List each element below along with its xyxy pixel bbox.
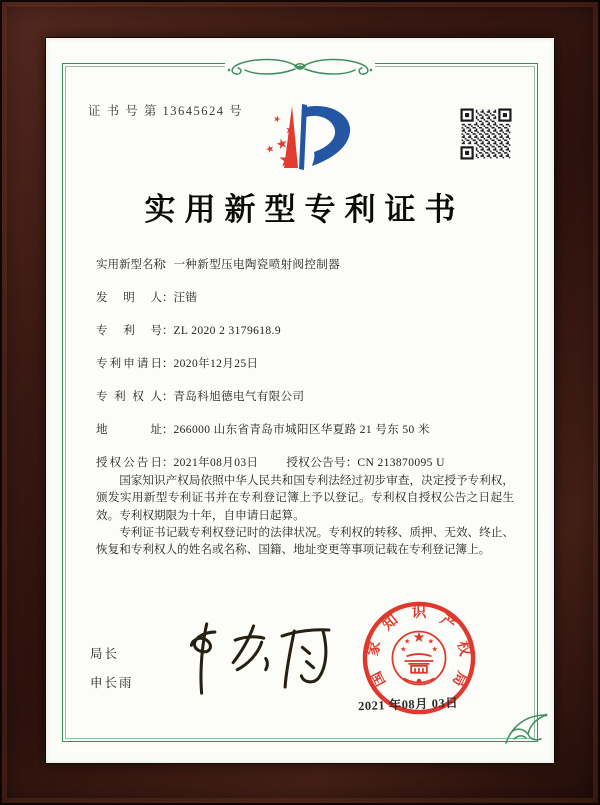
seal-char: 家 [365, 639, 385, 658]
field-row-patent-no [96, 315, 516, 348]
field-row-name [96, 249, 516, 282]
field-row-filing-date [96, 348, 516, 381]
field-value: 2020年12月25日 [173, 358, 259, 370]
flourish-ornament-icon [502, 709, 550, 747]
national-emblem-icon [392, 631, 445, 684]
grant-date-stamp: 2021 年08月 03日 [357, 695, 459, 714]
grant-date-value: 2021年08月03日 [173, 457, 259, 469]
field-colon: ： [162, 391, 174, 403]
field-colon: ： [162, 259, 174, 271]
field-colon: ： [162, 457, 174, 469]
field-row-patentee [96, 381, 516, 414]
director-signature-icon [168, 618, 336, 698]
seal-char: 识 [411, 604, 427, 621]
seal-char: 产 [436, 611, 459, 634]
field-row-inventor [96, 282, 516, 315]
field-label: 地址 [96, 424, 162, 436]
qr-code-icon [460, 108, 512, 160]
field-label: 专利权人 [96, 391, 162, 403]
grant-no-label: 授权公告号 [286, 457, 346, 469]
field-colon: ： [162, 424, 174, 436]
field-colon: ： [162, 358, 174, 370]
field-colon: ： [162, 325, 174, 337]
field-value: 266000 山东省青岛市城阳区华夏路 21 号东 50 米 [173, 424, 430, 436]
grant-date-label: 授权公告日 [96, 457, 162, 469]
field-colon: ： [345, 457, 358, 469]
field-label: 专利号 [96, 325, 162, 337]
field-list [96, 249, 516, 480]
seal-char: 国 [368, 668, 390, 689]
cnipa-logo-icon [256, 101, 360, 173]
signer-name: 申长雨 [90, 676, 134, 690]
field-label: 发明人 [96, 292, 162, 304]
field-colon: ： [162, 292, 174, 304]
seal-char: 权 [453, 639, 473, 658]
field-value: ZL 2020 2 3179618.9 [173, 325, 281, 337]
field-row-address [96, 414, 516, 447]
legal-paragraph-2: 专利证书记载专利权登记时的法律状况。专利权的转移、质押、无效、终止、恢复和专利权人的姓名或名称、国籍、地址变更等事项记载在专利登记簿上。 [96, 525, 514, 557]
field-value: 一种新型压电陶瓷喷射阀控制器 [173, 259, 341, 271]
certificate-title: 实用新型专利证书 [144, 192, 465, 227]
legal-text [96, 472, 514, 558]
seal-char: 局 [448, 668, 470, 689]
scroll-ornament-icon [225, 54, 375, 80]
field-value: 青岛科旭德电气有限公司 [173, 391, 305, 403]
field-label: 实用新型名称 [96, 259, 165, 271]
signer-block [90, 644, 134, 702]
signer-title: 局长 [90, 647, 120, 661]
certificate-number: 证 书 号 第 13645624 号 [88, 104, 244, 118]
grant-no-value: CN 213870095 U [357, 457, 445, 469]
seal-char: 知 [379, 611, 402, 634]
legal-paragraph-1: 国家知识产权局依照中华人民共和国专利法经过初步审查，决定授予专利权，颁发实用新型专利证书并在专利登记簿上予以登记。专利权自授权公告之日起生效。专利权期限为十年，自申请日起算。 [96, 474, 514, 522]
field-label: 专利申请日 [96, 358, 162, 370]
field-value: 汪锴 [173, 292, 198, 304]
